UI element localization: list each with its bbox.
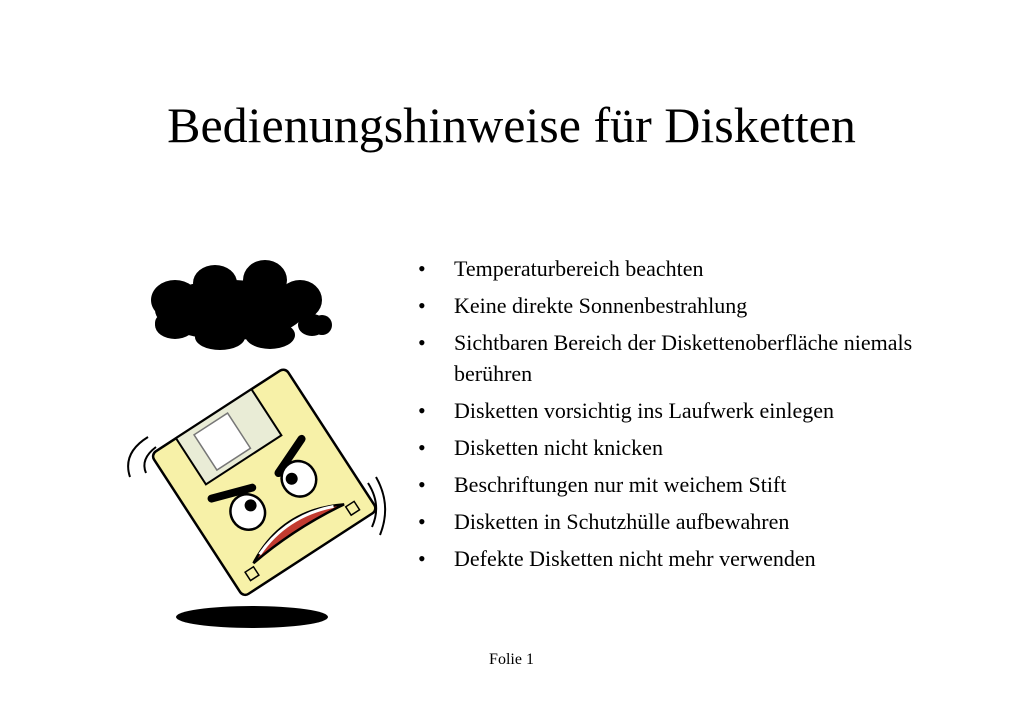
bullet-text: Temperaturbereich beachten	[454, 256, 704, 281]
motion-lines-left	[128, 437, 156, 477]
bullet-mark: •	[418, 546, 426, 571]
list-item	[418, 543, 978, 574]
bullet-text: Disketten nicht knicken	[454, 435, 663, 460]
bullet-mark: •	[418, 435, 426, 460]
list-item	[418, 432, 978, 463]
list-item	[418, 469, 978, 500]
bullet-mark: •	[418, 509, 426, 534]
storm-cloud-icon	[151, 260, 332, 350]
angry-floppy-disk-icon	[151, 367, 378, 597]
bullet-text: Disketten vorsichtig ins Laufwerk einlegen	[454, 398, 835, 423]
bullet-text: Sichtbaren Bereich der Diskettenoberfläche niemals berühren	[454, 330, 913, 386]
list-item	[418, 290, 978, 321]
slide-footer: Folie 1	[489, 651, 534, 668]
shadow-icon	[176, 606, 328, 628]
bullet-mark: •	[418, 398, 426, 423]
angry-floppy-illustration	[120, 255, 390, 635]
bullet-text: Defekte Disketten nicht mehr verwenden	[454, 546, 816, 571]
list-item	[418, 253, 978, 284]
bullet-mark: •	[418, 293, 426, 318]
bullet-text: Beschriftungen nur mit weichem Stift	[454, 472, 787, 497]
list-item	[418, 395, 978, 426]
list-item	[418, 506, 978, 537]
bullet-mark: •	[418, 256, 426, 281]
bullet-list	[418, 253, 978, 580]
bullet-mark: •	[418, 330, 426, 355]
bullet-text: Keine direkte Sonnenbestrahlung	[454, 293, 748, 318]
slide-title: Bedienungshinweise für Disketten	[167, 97, 856, 153]
bullet-text: Disketten in Schutzhülle aufbewahren	[454, 509, 790, 534]
list-item	[418, 327, 978, 389]
bullet-mark: •	[418, 472, 426, 497]
